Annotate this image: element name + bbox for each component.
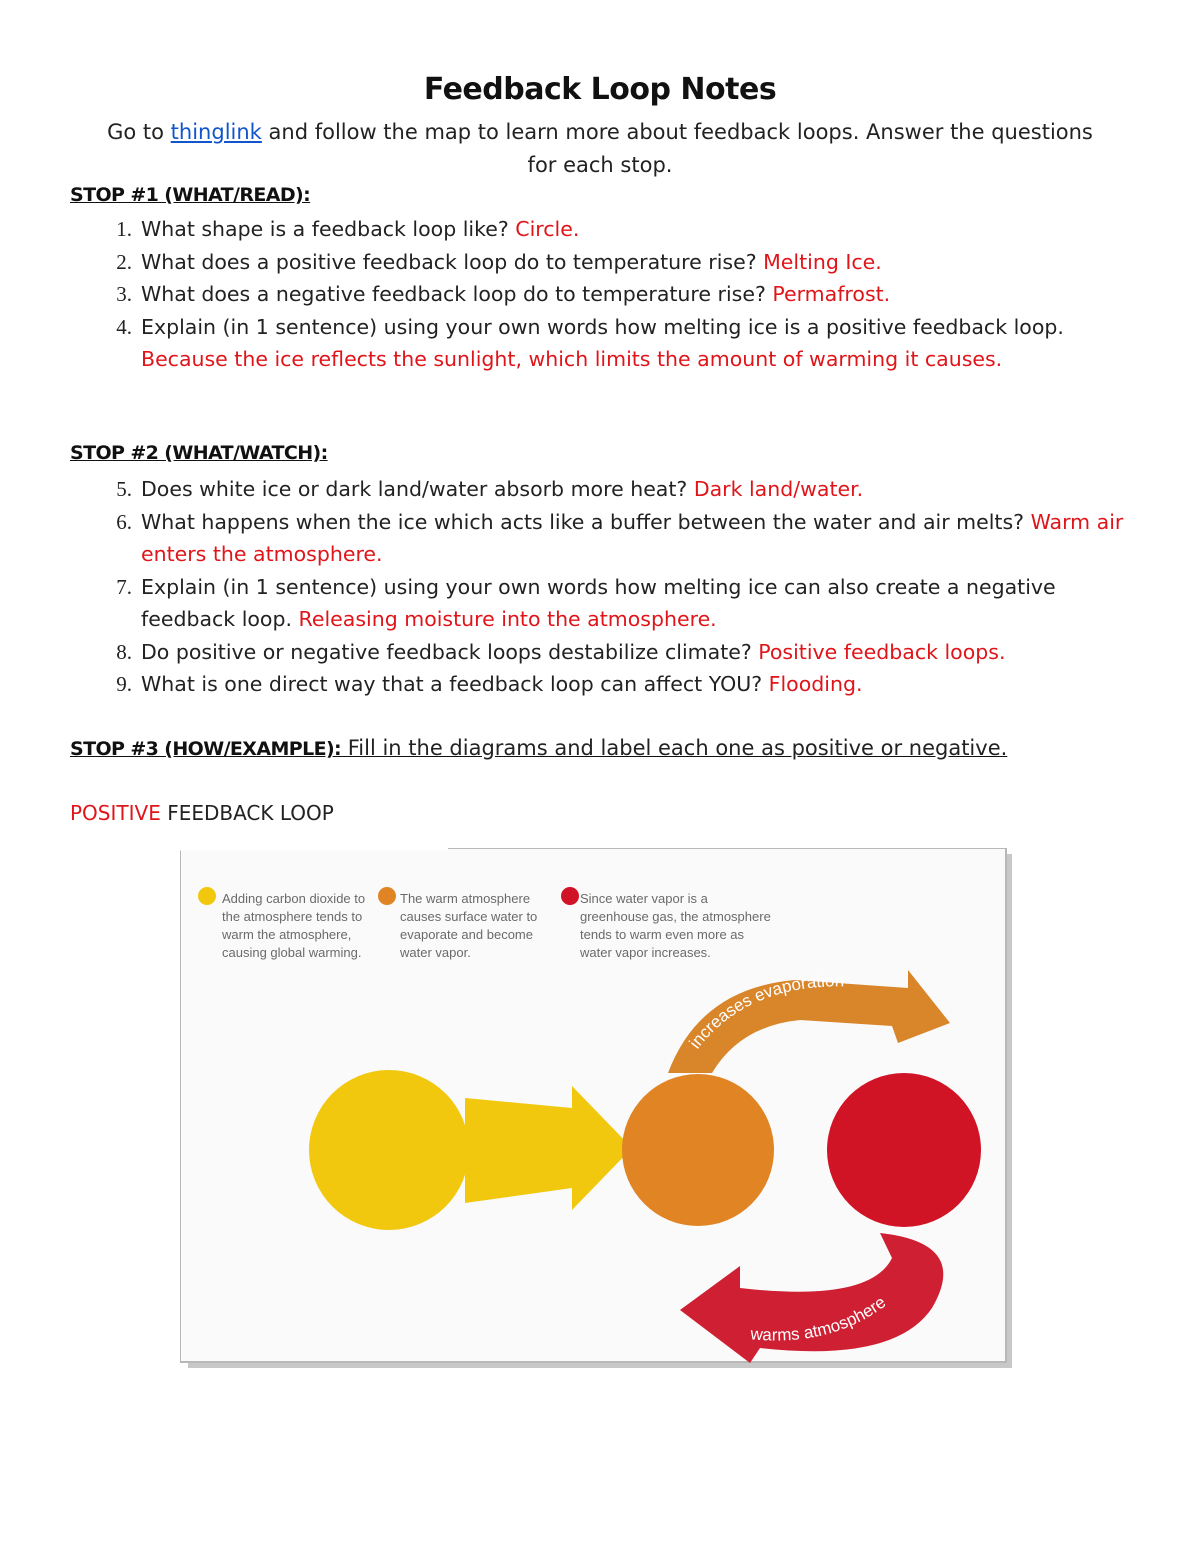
caption-1-line-3: warm the atmosphere, bbox=[222, 927, 352, 942]
question-text: Does white ice or dark land/water absorb more heat? bbox=[141, 477, 694, 501]
caption-dot-yellow bbox=[198, 887, 216, 905]
question-item bbox=[70, 473, 1130, 506]
caption-dot-red bbox=[561, 887, 579, 905]
question-number: 1. bbox=[116, 217, 132, 241]
question-text: Explain (in 1 sentence) using your own words how melting ice can also create a negative feedback loop. bbox=[141, 574, 1056, 631]
question-item bbox=[70, 636, 1130, 669]
loop-heading bbox=[70, 801, 334, 825]
caption-1-line-2: the atmosphere tends to bbox=[222, 909, 363, 924]
answer-text: Permafrost. bbox=[772, 282, 891, 306]
intro-prefix: Go to bbox=[107, 120, 171, 144]
question-item bbox=[70, 246, 1130, 279]
answer-text: Dark land/water. bbox=[693, 477, 864, 501]
intro-suffix: and follow the map to learn more about feedback loops. Answer the questions for each stop. bbox=[261, 120, 1093, 177]
loop-type-answer: POSITIVE bbox=[70, 801, 161, 825]
question-number: 5. bbox=[116, 477, 132, 501]
question-text: Explain (in 1 sentence) using your own words how melting ice is a positive feedback loop. bbox=[141, 314, 1064, 339]
question-number: 8. bbox=[116, 639, 132, 664]
question-item bbox=[70, 311, 1130, 376]
question-text: What does a positive feedback loop do to temperature rise? bbox=[141, 249, 764, 274]
answer-text: Releasing moisture into the atmosphere. bbox=[298, 607, 717, 631]
stop3-heading: STOP #3 (HOW/EXAMPLE): bbox=[70, 738, 342, 760]
question-text: What happens when the ice which acts like a buffer between the water and air melts? bbox=[141, 509, 1031, 534]
question-number: 3. bbox=[116, 282, 132, 306]
question-number: 2. bbox=[116, 249, 132, 274]
yellow-circle bbox=[309, 1070, 469, 1230]
answer-text: Because the ice reflects the sunlight, which limits the amount of warming it causes. bbox=[141, 347, 1003, 371]
caption-3-line-4: water vapor increases. bbox=[580, 945, 711, 960]
question-text: What does a negative feedback loop do to temperature rise? bbox=[141, 282, 773, 306]
answer-text: Circle. bbox=[515, 217, 580, 241]
answer-text: Flooding. bbox=[768, 672, 863, 696]
caption-3-line-3: tends to warm even more as bbox=[580, 927, 745, 942]
question-item bbox=[70, 213, 1130, 246]
diagram-svg bbox=[180, 848, 1012, 1368]
caption-1-line-1: Adding carbon dioxide to bbox=[222, 891, 366, 906]
question-number: 6. bbox=[116, 509, 132, 534]
question-item bbox=[70, 571, 1130, 636]
caption-2-line-4: water vapor. bbox=[400, 945, 471, 960]
question-number: 4. bbox=[116, 314, 132, 339]
orange-circle bbox=[622, 1074, 774, 1226]
stop3-instructions: Fill in the diagrams and label each one as positive or negative. bbox=[341, 736, 1008, 760]
question-number: 9. bbox=[116, 672, 132, 696]
question-text: Do positive or negative feedback loops destabilize climate? bbox=[141, 639, 759, 664]
stop2-heading: STOP #2 (WHAT/WATCH): bbox=[70, 442, 328, 464]
question-text: What is one direct way that a feedback loop can affect YOU? bbox=[141, 672, 769, 696]
feedback-loop-diagram bbox=[180, 848, 1012, 1368]
question-item bbox=[70, 278, 1130, 311]
bottom-arrow-label: warms atmosphere bbox=[749, 1292, 890, 1345]
intro-paragraph bbox=[100, 116, 1100, 182]
answer-text: Melting Ice. bbox=[763, 249, 882, 274]
page-title: Feedback Loop Notes bbox=[423, 72, 777, 107]
caption-2-line-3: evaporate and become bbox=[400, 927, 533, 942]
stop3-line bbox=[70, 736, 1007, 760]
red-circle bbox=[827, 1073, 981, 1227]
answer-text: Warm air enters the atmosphere. bbox=[141, 509, 1124, 566]
stop1-heading: STOP #1 (WHAT/READ): bbox=[70, 184, 311, 206]
caption-3-line-1: Since water vapor is a bbox=[580, 891, 708, 906]
loop-heading-rest: FEEDBACK LOOP bbox=[160, 801, 334, 825]
stop1-question-list bbox=[70, 213, 1130, 376]
caption-2-line-1: The warm atmosphere bbox=[400, 891, 531, 906]
question-number: 7. bbox=[116, 574, 132, 599]
question-item bbox=[70, 668, 1130, 701]
thinglink-link[interactable]: thinglink bbox=[170, 120, 262, 144]
top-arrow-label: increases evaporation bbox=[685, 971, 845, 1053]
caption-3-line-2: greenhouse gas, the atmosphere bbox=[580, 909, 771, 924]
stop2-question-list bbox=[70, 473, 1130, 701]
question-text: What shape is a feedback loop like? bbox=[141, 217, 516, 241]
question-item bbox=[70, 506, 1130, 571]
answer-text: Positive feedback loops. bbox=[758, 639, 1006, 664]
caption-2-line-2: causes surface water to bbox=[400, 909, 538, 924]
caption-dot-orange bbox=[378, 887, 396, 905]
caption-1-line-4: causing global warming. bbox=[222, 945, 362, 960]
